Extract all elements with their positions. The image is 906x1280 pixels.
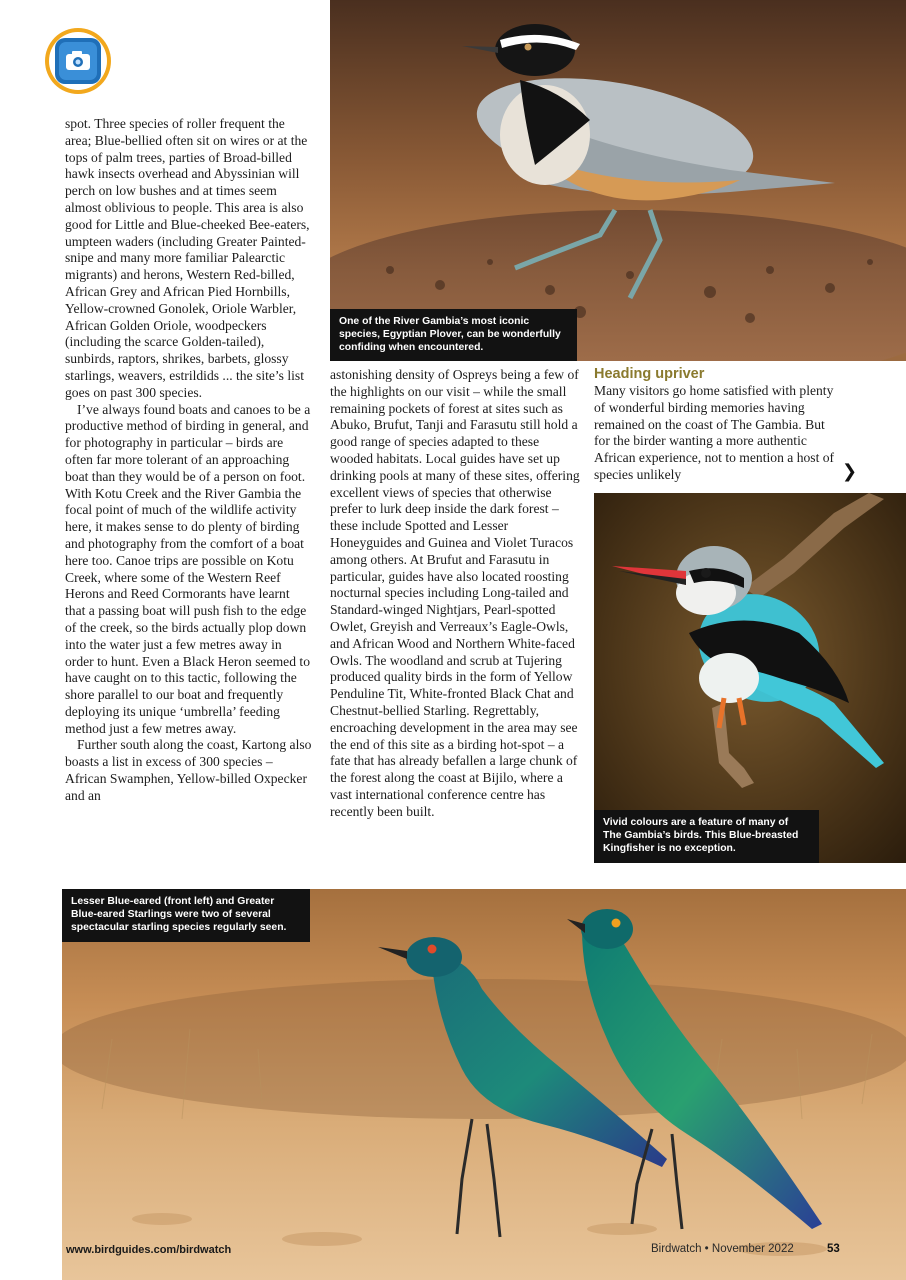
page-number: 53	[827, 1243, 840, 1255]
footer-url[interactable]: www.birdguides.com/birdwatch	[66, 1244, 232, 1256]
column-1-paragraph-2: I’ve always found boats and canoes to be a productive method of birding in general, and for photography in particular – birds are often far more tolerant of an approaching boat than they would be of a person on foot. With Kotu Creek and the River Gambia the focal point of much of the wildlife activity here, it makes sense to do plenty of birding and photography from the comfort of a boat here too. Canoe trips are possible on Kotu Creek, where some of the Western Reef Herons and Reed Cormorants have learnt that a passing boat will push fish to the edge of the creek, so the birds actually plop down into the water just a few metres away in order to hunt. Even a Black Heron seemed to have caught on to this tactic, following the shore parallel to our boat and frequently deploying its unique ‘umbrella’ feeding method just a few metres away.	[65, 401, 311, 736]
plover-caption	[330, 309, 577, 361]
plover-caption-text: One of the River Gambia’s most iconic species, Egyptian Plover, can be wonderfully confiding when encountered.	[339, 316, 561, 354]
starlings-photo	[62, 889, 906, 1280]
column-1-text	[65, 116, 312, 805]
kingfisher-caption	[594, 810, 819, 863]
egyptian-plover-photo	[330, 0, 906, 361]
column-2-paragraph-1: astonishing density of Ospreys being a few of the highlights on our visit – while the small remaining pockets of forest at sites such as Abuko, Brufut, Tanji and Farasutu still hold a good range of species adapted to these wooded habitats. Local guides have set up drinking pools at many of these sites, offering excellent views of species that otherwise prefer to lurk deep inside the dark forest – these include Spotted and Lesser Honeyguides and Guinea and Violet Turacos among others. At Brufut and Farasutu in particular, guides have also located roosting nocturnal species including Long-tailed and Standard-winged Nightjars, Pearl-spotted Owlet, Greyish and Verreaux’s Eagle-Owls, and African Wood and Northern White-faced Owls. The woodland and scrub at Tujering produced quality birds in the form of Yellow Penduline Tit, White-fronted Black Chat and Chestnut-bellied Starling. Regrettably, encroaching development in the area may see the end of this site as a birding hot-spot – a fate that has already befallen a large chunk of the forest along the coast at Bijilo, where a vast international conference centre has recently been built.	[330, 367, 580, 819]
continue-arrow-icon: ❯	[842, 461, 858, 482]
column-2-text	[330, 367, 580, 821]
column-3	[594, 366, 838, 484]
column-3-paragraph-1: Many visitors go home satisfied with plenty of wonderful birding memories having remained on the coast of The Gambia. But for the birder wanting a more authentic African experience, not to mention a host of species unlikely	[594, 383, 835, 482]
column-1-paragraph-1: spot. Three species of roller frequent the area; Blue-bellied often sit on wires or at the tops of palm trees, parties of Broad-billed hawk insects overhead and Abyssinian will perch on low bushes and at times seem almost oblivious to people. This area is also good for Little and Blue-cheeked Bee-eaters, umpteen waders (including Greater Painted-snipe and many more familiar Palearctic migrants) and herons, Western Red-billed, African Grey and African Pied Hornbills, Yellow-crowned Gonolek, Oriole Warbler, African Golden Oriole, woodpeckers (including the scarce Golden-tailed), sunbirds, raptors, shrikes, barbets, glossy starlings, weavers, estrildids ... the site’s list goes on past 300 species.	[65, 116, 310, 400]
column-1-paragraph-3: Further south along the coast, Kartong also boasts a list in excess of 300 species – African Swamphen, Yellow-billed Oxpecker and an	[65, 737, 312, 803]
starlings-caption-text: Lesser Blue-eared (front left) and Greater Blue-eared Starlings were two of several spectacular starling species regularly seen.	[71, 896, 287, 934]
camera-icon	[44, 27, 112, 95]
kingfisher-photo	[594, 493, 906, 863]
kingfisher-caption-text: Vivid colours are a feature of many of The Gambia’s birds. This Blue-breasted Kingfisher is no exception.	[603, 817, 799, 855]
starlings-caption	[62, 889, 310, 942]
section-heading: Heading upriver	[594, 366, 705, 382]
footer-magazine-issue: Birdwatch • November 2022	[651, 1243, 794, 1255]
